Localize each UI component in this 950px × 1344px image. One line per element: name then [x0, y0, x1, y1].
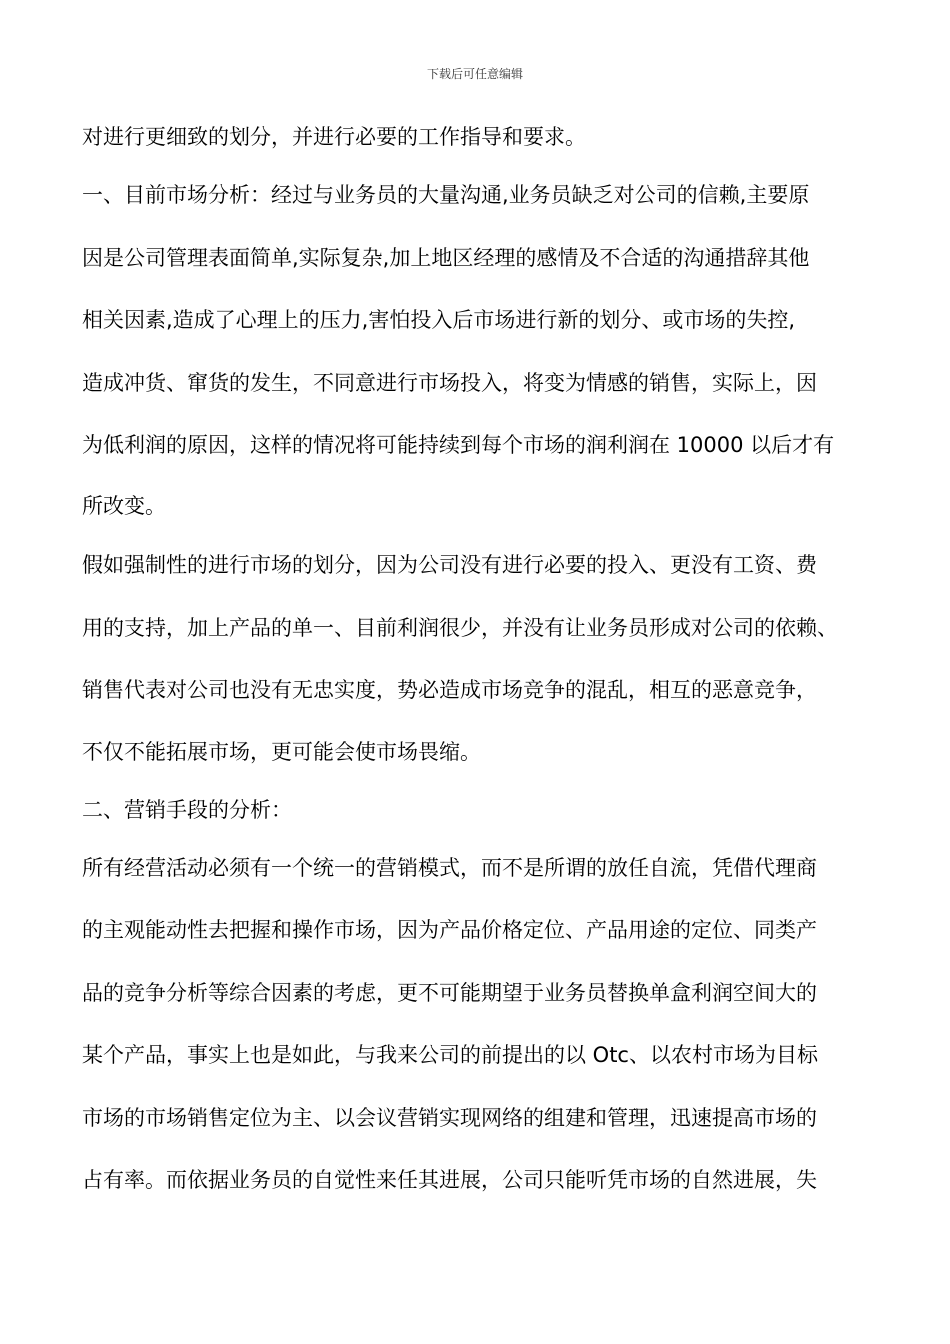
body-line: 占有率。而依据业务员的自觉性来任其进展，公司只能听凭市场的自然进展，失	[82, 1168, 817, 1192]
body-line: 因是公司管理表面简单,实际复杂,加上地区经理的感情及不合适的沟通措辞其他	[82, 246, 810, 270]
body-line: 假如强制性的进行市场的划分，因为公司没有进行必要的投入、更没有工资、费	[82, 553, 817, 577]
body-line: 二、营销手段的分析：	[82, 798, 292, 822]
body-line: 用的支持，加上产品的单一、目前利润很少，并没有让业务员形成对公司的依赖、	[82, 616, 838, 640]
body-line: 造成冲货、窜货的发生，不同意进行市场投入，将变为情感的销售，实际上，因	[82, 371, 817, 395]
body-line: 的主观能动性去把握和操作市场，因为产品价格定位、产品用途的定位、同类产	[82, 918, 817, 942]
body-line: 对进行更细致的划分，并进行必要的工作指导和要求。	[82, 125, 586, 149]
body-line: 一、目前市场分析：经过与业务员的大量沟通,业务员缺乏对公司的信赖,主要原	[82, 183, 810, 207]
body-line: 销售代表对公司也没有无忠实度，势必造成市场竞争的混乱，相互的恶意竞争，	[82, 678, 817, 702]
body-line: 某个产品，事实上也是如此，与我来公司的前提出的以 Otc、以农村市场为目标	[82, 1043, 818, 1067]
body-line: 为低利润的原因，这样的情况将可能持续到每个市场的润利润在 10000 以后才有	[82, 433, 835, 457]
page-header: 下载后可任意编辑	[426, 67, 523, 81]
body-line: 所改变。	[82, 494, 166, 518]
body-line: 所有经营活动必须有一个统一的营销模式，而不是所谓的放任自流，凭借代理商	[82, 856, 817, 880]
body-line: 不仅不能拓展市场，更可能会使市场畏缩。	[82, 740, 481, 764]
body-line: 相关因素,造成了心理上的压力,害怕投入后市场进行新的划分、或市场的失控,	[82, 308, 796, 332]
body-line: 品的竞争分析等综合因素的考虑，更不可能期望于业务员替换单盒利润空间大的	[82, 981, 817, 1005]
body-line: 市场的市场销售定位为主、以会议营销实现网络的组建和管理，迅速提高市场的	[82, 1106, 817, 1130]
